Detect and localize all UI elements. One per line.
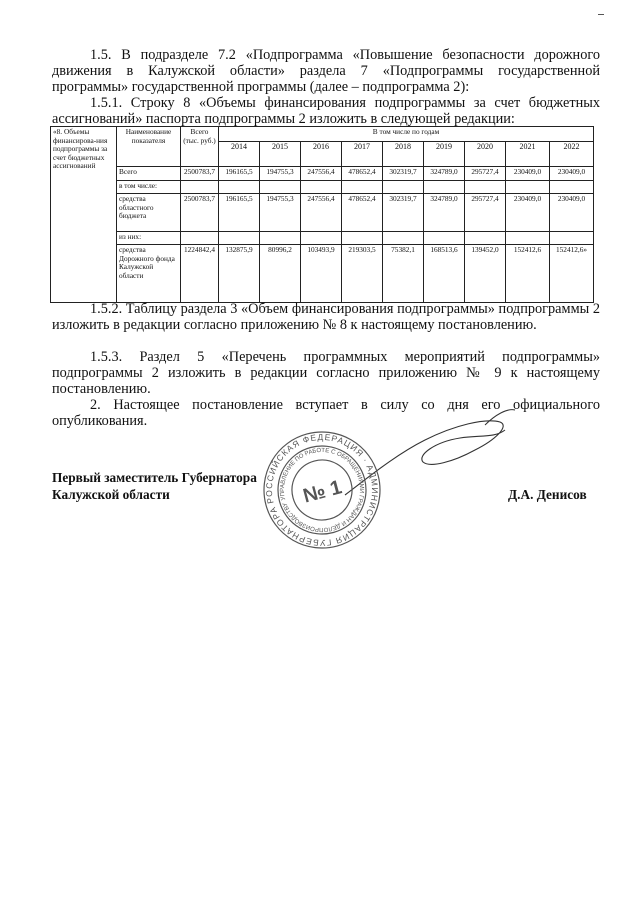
paragraph-1-5-1-text: 1.5.1. Строку 8 «Объемы финансирования подпрограммы за счет бюджетных ассигнований» паспорта подпрограммы 2 изложить в следующей редакции:: [52, 95, 600, 127]
table-cell-empty: [301, 181, 342, 194]
table-cell: 302319,7: [383, 167, 424, 181]
signatory-position-line-2: Калужской области: [52, 487, 170, 502]
row-label: из них:: [117, 232, 181, 245]
table-cell-empty: [550, 232, 594, 245]
table-cell: 196165,5: [219, 194, 260, 232]
table-cell: 230409,0: [506, 194, 550, 232]
table-cell: 295727,4: [465, 167, 506, 181]
table-cell-empty: [260, 232, 301, 245]
table-row: [51, 232, 594, 245]
table-cell: 324789,0: [424, 194, 465, 232]
table-cell-empty: [465, 232, 506, 245]
table-cell: 75382,1: [383, 245, 424, 303]
table-cell: 194755,3: [260, 194, 301, 232]
table-cell: 132875,9: [219, 245, 260, 303]
table-cell-empty: [219, 181, 260, 194]
seal-number: № 1: [300, 476, 345, 508]
table-cell: 230409,0: [506, 167, 550, 181]
signatory-position-line-1: Первый заместитель Губернатора: [52, 470, 257, 485]
table-cell-empty: [550, 181, 594, 194]
table-cell-empty: [506, 181, 550, 194]
paragraph-1-5-3-text: 1.5.3. Раздел 5 «Перечень программных мероприятий подпрограммы» подпрограммы 2 изложить в редакции согласно приложению № 9 к настоящему постановлению.: [52, 349, 600, 397]
table-cell: 152412,6»: [550, 245, 594, 303]
signatory-name: Д.А. Денисов: [508, 487, 587, 502]
column-header-indicator: Наименование показателя: [117, 127, 181, 167]
table-cell-empty: [219, 232, 260, 245]
table-cell: 152412,6: [506, 245, 550, 303]
signatory-position: [52, 469, 257, 503]
table-cell-empty: [301, 232, 342, 245]
table-row: [51, 167, 594, 181]
table-cell-empty: [465, 181, 506, 194]
year-header: 2014: [219, 142, 260, 167]
table-cell-empty: [181, 232, 219, 245]
row-label: средства областного бюджета: [117, 194, 181, 232]
table-cell: 247556,4: [301, 194, 342, 232]
table-cell: 103493,9: [301, 245, 342, 303]
year-header: 2021: [506, 142, 550, 167]
table-cell-empty: [383, 232, 424, 245]
table-cell: 295727,4: [465, 194, 506, 232]
official-seal: [262, 430, 382, 550]
table-row: [51, 194, 594, 232]
year-header: 2022: [550, 142, 594, 167]
year-header: 2018: [383, 142, 424, 167]
row-label: Всего: [117, 167, 181, 181]
table-cell-empty: [342, 181, 383, 194]
table-cell: 478652,4: [342, 167, 383, 181]
table-cell: 478652,4: [342, 194, 383, 232]
row-total: 2500783,7: [181, 194, 219, 232]
year-header: 2016: [301, 142, 342, 167]
table-cell-empty: [342, 232, 383, 245]
table-cell-empty: [181, 181, 219, 194]
table-cell-empty: [424, 232, 465, 245]
table-row: [51, 245, 594, 303]
table-row: [51, 181, 594, 194]
table-cell-empty: [424, 181, 465, 194]
paragraph-2-text: 2. Настоящее постановление вступает в силу со дня его официального опубликования.: [52, 397, 600, 429]
row-total: 2500783,7: [181, 167, 219, 181]
seal-outer-text-path: РОССИЙСКАЯ ФЕДЕРАЦИЯ · АДМИНИСТРАЦИЯ ГУБЕРНАТОРА: [263, 431, 381, 549]
row-total: 1224842,4: [181, 245, 219, 303]
table-cell: 139452,0: [465, 245, 506, 303]
table-cell: 196165,5: [219, 167, 260, 181]
table-cell-empty: [506, 232, 550, 245]
paragraph-1-5-2: [52, 301, 600, 333]
table-cell: 324789,0: [424, 167, 465, 181]
year-header: 2019: [424, 142, 465, 167]
table-cell: 168513,6: [424, 245, 465, 303]
paragraph-1-5-2-text: 1.5.2. Таблицу раздела 3 «Объем финансирования подпрограммы» подпрограммы 2 изложить в редакции согласно приложению № 8 к настоящему постановлению.: [52, 301, 600, 333]
table-cell-empty: [383, 181, 424, 194]
column-header-total: Всего (тыс. руб.): [181, 127, 219, 167]
row-label: в том числе:: [117, 181, 181, 194]
table-cell: 302319,7: [383, 194, 424, 232]
seal-inner-text-path: УПРАВЛЕНИЕ ПО РАБОТЕ С ОБРАЩЕНИЯМИ ГРАЖДАН И ДЕЛОПРОИЗВОДСТВУ: [279, 447, 365, 533]
year-header: 2015: [260, 142, 301, 167]
table-cell: 194755,3: [260, 167, 301, 181]
year-header: 2020: [465, 142, 506, 167]
table-cell: 230409,0: [550, 194, 594, 232]
row-label: средства Дорожного фонда Калужской области: [117, 245, 181, 303]
corner-mark: [598, 14, 604, 15]
table-cell: 80996,2: [260, 245, 301, 303]
year-header: 2017: [342, 142, 383, 167]
paragraph-1-5-3: [52, 349, 600, 397]
table-cell: 247556,4: [301, 167, 342, 181]
table-header-row: [51, 127, 594, 142]
table-cell-empty: [260, 181, 301, 194]
financing-table: [50, 126, 594, 303]
paragraph-1-5: [52, 47, 600, 95]
table-cell: 219303,5: [342, 245, 383, 303]
column-header-years: В том числе по годам: [219, 127, 594, 142]
paragraph-1-5-1: [52, 95, 600, 127]
table-section-label: «8. Объемы финансирова-ния подпрограммы за счет бюджетных ассигнований: [51, 127, 117, 303]
table-cell: 230409,0: [550, 167, 594, 181]
paragraph-1-5-text: 1.5. В подразделе 7.2 «Подпрограмма «Повышение безопасности дорожного движения в Калужской области» раздела 7 «Подпрограммы государственной программы» государственной программы (далее – подпрограмма 2):: [52, 47, 600, 95]
